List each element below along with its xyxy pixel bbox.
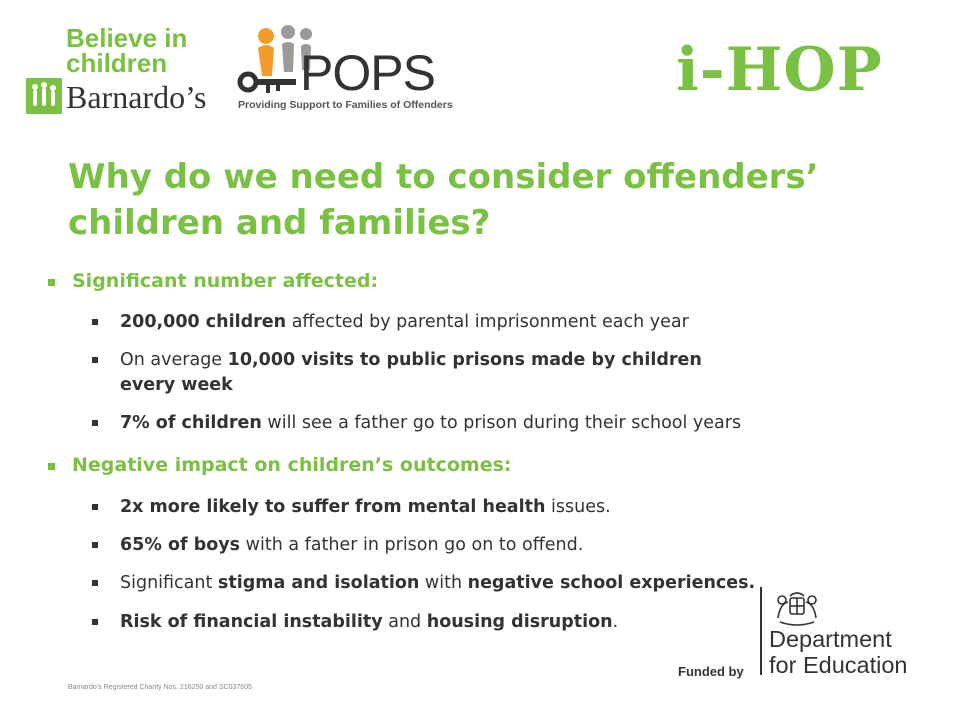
- tagline-line-1: Believe in: [66, 23, 188, 53]
- barnardos-name: Barnardo’s: [66, 79, 207, 115]
- bullet-square-icon: [92, 619, 98, 625]
- item-text-bold: 2x more likely to suffer from mental health: [120, 497, 546, 517]
- bullet-square-icon: [48, 279, 55, 286]
- item-text-bold: housing disruption: [426, 612, 613, 632]
- item-text-bold: negative school experiences.: [467, 573, 756, 593]
- royal-crest-icon: [768, 588, 826, 628]
- bullet-square-icon: [92, 542, 98, 548]
- funded-by-label: Funded by: [678, 664, 744, 679]
- item-text-bold: Risk of financial instability: [120, 612, 383, 632]
- dfe-line-1: Department: [769, 626, 892, 652]
- item-text: On average: [120, 350, 228, 370]
- bullet-square-icon: [92, 357, 98, 363]
- item-text-bold: stigma and isolation: [217, 573, 420, 593]
- item-text: and: [382, 612, 427, 632]
- barnardos-tagline: [66, 23, 188, 78]
- bullet-square-icon: [92, 580, 98, 586]
- item-text: with: [419, 573, 468, 593]
- pops-tagline: Providing Support to Families of Offenders: [238, 99, 453, 111]
- dfe-divider-bar: [760, 587, 762, 675]
- item-text-bold: 10,000 visits to public prisons made by children: [227, 350, 702, 370]
- bullet-square-icon: [92, 504, 98, 510]
- item-text-bold: 65% of boys: [120, 535, 241, 555]
- pops-name: POPS: [300, 45, 435, 101]
- tagline-line-2: children: [66, 48, 168, 78]
- charity-notice: Barnardo’s Registered Charity Nos. 216250 and SC037605: [68, 684, 252, 691]
- ihop-logo: i-HOP: [676, 35, 883, 105]
- bullet-square-icon: [48, 463, 55, 470]
- dfe-logo-text: [769, 626, 907, 678]
- bullet-square-icon: [92, 319, 98, 325]
- item-text: issues.: [545, 497, 611, 517]
- item-text: with a father in prison go on to offend.: [240, 535, 584, 555]
- item-text: .: [612, 612, 619, 632]
- dfe-line-2: for Education: [769, 652, 908, 678]
- section-heading-text: Significant number affected:: [72, 270, 379, 292]
- slide-title: Why do we need to consider offenders’ children and families?: [68, 157, 819, 243]
- item-text: will see a father go to prison during their school years: [261, 413, 742, 433]
- item-text-bold: every week: [120, 375, 233, 395]
- item-text-bold: 7% of children: [120, 413, 262, 433]
- item-text-bold: 200,000 children: [120, 312, 287, 332]
- bullet-square-icon: [92, 420, 98, 426]
- barnardos-figures-icon: [26, 78, 62, 114]
- item-text: Significant: [120, 573, 218, 593]
- section-heading-text: Negative impact on children’s outcomes:: [72, 454, 512, 476]
- item-text: affected by parental imprisonment each year: [286, 312, 689, 332]
